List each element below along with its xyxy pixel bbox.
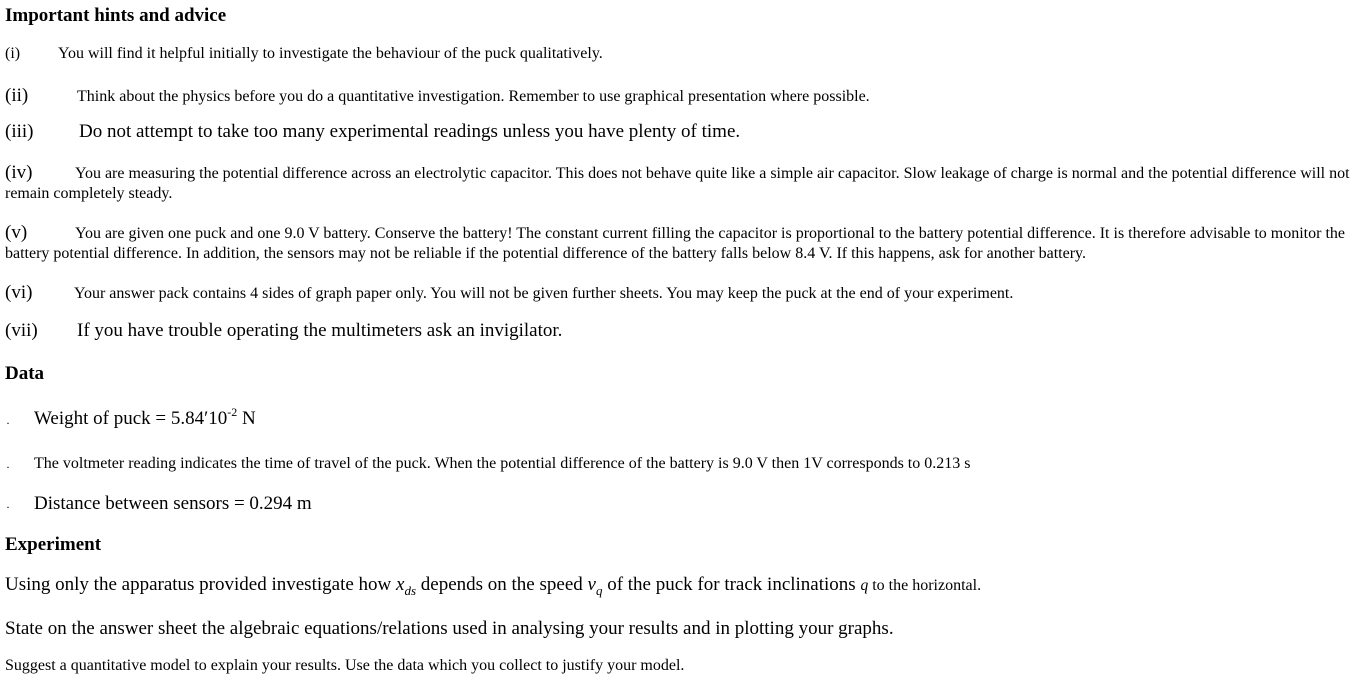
symbol-x: x: [396, 574, 405, 595]
experiment-text: of the puck for track inclinations: [602, 574, 861, 595]
hint-text: Do not attempt to take too many experimental readings unless you have plenty of time.: [79, 121, 741, 142]
data-voltmeter: The voltmeter reading indicates the time of travel of the puck. When the potential difference of the battery is 9.0 V then 1V corresponds to 0.213 s: [34, 455, 971, 472]
hint-number: (vi): [5, 282, 33, 303]
data-weight: [34, 404, 256, 430]
weight-label: Weight of puck = 5.84′10: [34, 408, 228, 429]
hint-text: You are given one puck and one 9.0 V battery. Conserve the battery! The constant current filling the capacitor is proportional to the battery potential difference. It is therefore advisable to monitor the battery potential difference. In addition, the sensors may not be reliable if the potential difference of the battery falls below 8.4 V. If this happens, ask for another battery.: [5, 225, 1345, 262]
hint-item-5: [5, 223, 1357, 264]
experiment-text: depends on the speed: [416, 574, 588, 595]
experiment-line-3: Suggest a quantitative model to explain your results. Use the data which you collect to justify your model.: [5, 657, 685, 674]
bullet-icon: ·: [6, 416, 10, 430]
bullet-icon: ·: [6, 460, 10, 474]
symbol-q: q: [860, 577, 869, 594]
hint-text: Think about the physics before you do a quantitative investigation. Remember to use graphical presentation where possible.: [77, 88, 870, 105]
hint-item-4: [5, 163, 1357, 204]
hint-number: (iii): [5, 121, 34, 142]
hint-number: (ii): [5, 85, 29, 106]
hint-item-1: [5, 45, 603, 63]
hint-item-6: [5, 282, 1013, 304]
weight-exponent: -2: [227, 404, 238, 419]
symbol-q-sub: q: [595, 582, 603, 598]
data-distance: Distance between sensors = 0.294 m: [34, 493, 312, 514]
hint-number: (v): [5, 222, 28, 243]
hint-text: You will find it helpful initially to investigate the behaviour of the puck qualitatively.: [58, 45, 603, 62]
hint-text: Your answer pack contains 4 sides of graph paper only. You will not be given further sheets. You may keep the puck at the end of your experiment.: [74, 285, 1014, 302]
hint-number: (vii): [5, 320, 38, 341]
experiment-line-2: State on the answer sheet the algebraic equations/relations used in analysing your results and in plotting your graphs.: [5, 618, 894, 639]
symbol-ds: ds: [404, 582, 417, 598]
experiment-line-1: [5, 574, 981, 596]
hint-item-3: [5, 121, 740, 143]
experiment-heading: Experiment: [5, 534, 102, 555]
hints-heading: Important hints and advice: [5, 5, 227, 26]
symbol-v: v: [587, 574, 596, 595]
bullet-icon: ·: [6, 500, 10, 514]
experiment-text: to the horizontal.: [868, 577, 982, 594]
experiment-text: Using only the apparatus provided investigate how: [5, 574, 397, 595]
weight-unit: N: [237, 408, 256, 429]
hint-number: (iv): [5, 162, 33, 183]
hint-item-7: [5, 320, 562, 342]
hint-number: (i): [5, 45, 21, 62]
hint-text: You are measuring the potential difference across an electrolytic capacitor. This does not behave quite like a simple air capacitor. Slow leakage of charge is normal and the potential difference will not remain completely steady.: [5, 165, 1350, 202]
data-heading: Data: [5, 363, 45, 384]
hint-text: If you have trouble operating the multimeters ask an invigilator.: [77, 320, 563, 341]
hint-item-2: [5, 85, 870, 107]
